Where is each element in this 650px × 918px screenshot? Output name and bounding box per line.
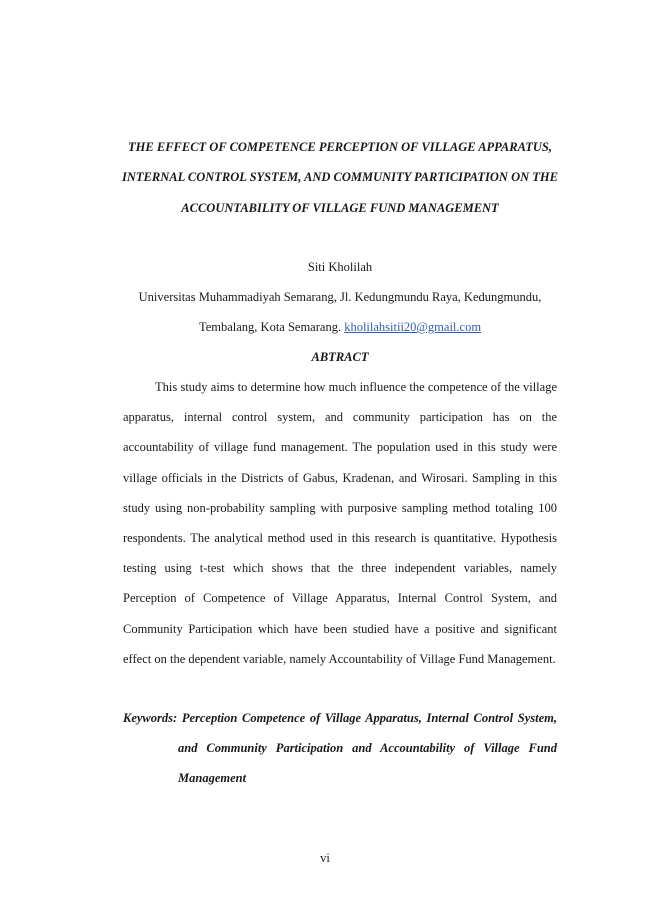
page-number: vi	[320, 851, 330, 865]
abstract-heading: ABTRACT	[311, 350, 369, 364]
author-email-link[interactable]: kholilahsitii20@gmail.com	[344, 320, 482, 334]
author-name: Siti Kholilah	[307, 260, 373, 274]
affiliation-line-1: Universitas Muhammadiyah Semarang, Jl. Kedungmundu Raya, Kedungmundu,	[138, 290, 542, 304]
paper-title: THE EFFECT OF COMPETENCE PERCEPTION OF VILLAGE APPARATUS, INTERNAL CONTROL SYSTEM, AND COMMUNITY PARTICIPATION ON THE ACCOUNTABILITY OF VILLAGE FUND MANAGEMENT	[122, 140, 558, 215]
abstract-text: This study aims to determine how much influence the competence of the village apparatus, internal control system, and community participation has on the accountability of village fund management. The population used in this study were village officials in the Districts of Gabus, Kradenan, and Wirosari. Sampling in this study using non-probability sampling with purposive sampling method totaling 100 respondents. The analytical method used in this research is quantitative. Hypothesis testing using t-test which shows that the three independent variables, namely Perception of Competence of Village Apparatus, Internal Control System, and Community Participation which have been studied have a positive and significant effect on the dependent variable, namely Accountability of Village Fund Management.	[123, 380, 557, 666]
affiliation-address: Tembalang, Kota Semarang.	[198, 320, 342, 334]
keywords: Keywords: Perception Competence of Village Apparatus, Internal Control System, and Community Participation and Accountability of Village Fund Management	[123, 711, 557, 786]
affiliation-line-2	[60, 317, 620, 337]
